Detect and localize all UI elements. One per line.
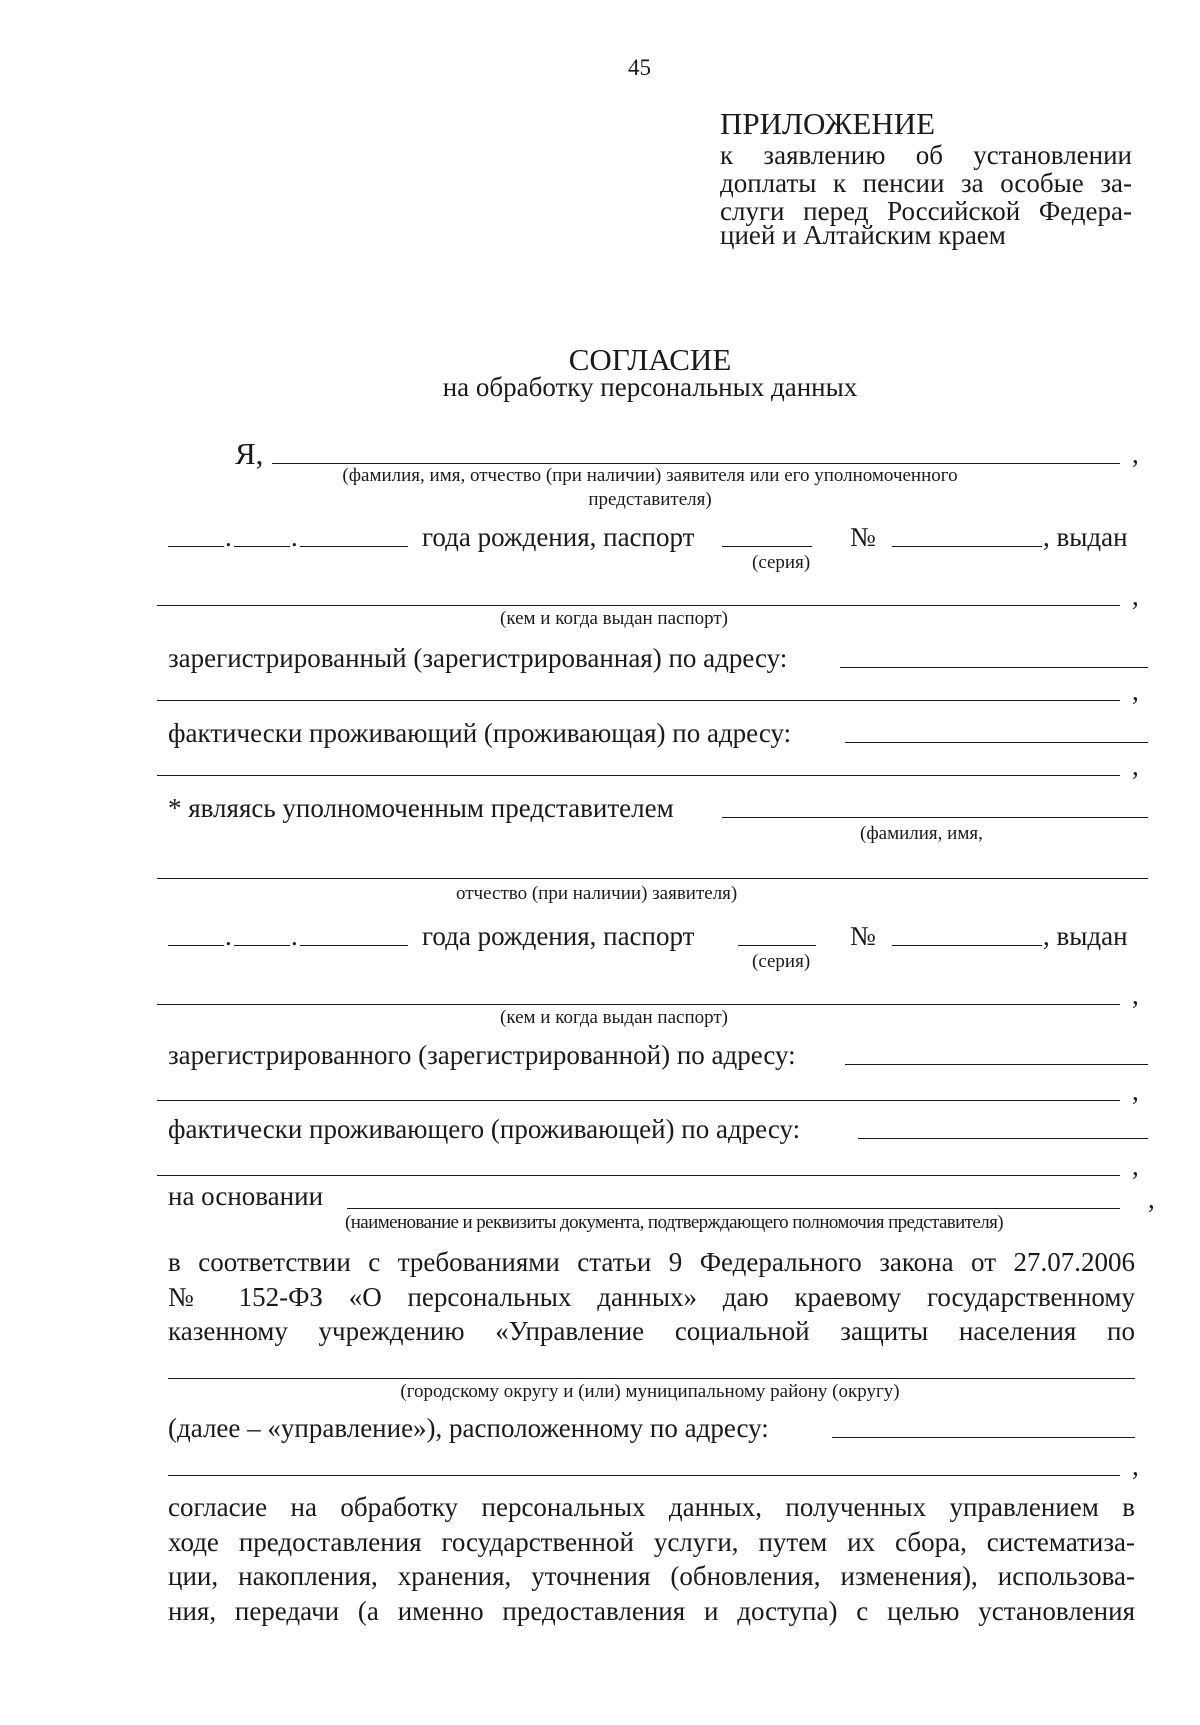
number-sign: № [850, 921, 876, 951]
registered-rep-line[interactable] [845, 1064, 1148, 1065]
registered-rep-label: зарегистрированного (зарегистрированной) по адресу: [168, 1040, 796, 1070]
dot: . [225, 921, 232, 951]
registered-rep-line-2[interactable] [157, 1100, 1120, 1101]
living-line-2[interactable] [157, 775, 1120, 776]
birth-day-line[interactable] [168, 546, 224, 547]
comma: , [1132, 1451, 1139, 1481]
caption-series: (серия) [752, 951, 811, 972]
comma: , [1132, 676, 1139, 706]
rep-series-line[interactable] [738, 945, 816, 946]
series-line[interactable] [722, 546, 812, 547]
law-line: № 152-ФЗ «О персональных данных» даю краевому государственному [168, 1282, 1135, 1312]
rep-issuer-line[interactable] [157, 1004, 1120, 1005]
basis-line[interactable] [347, 1208, 1120, 1209]
representative-label: * являясь уполномоченным представителем [168, 793, 674, 823]
representative-line[interactable] [722, 817, 1148, 818]
caption-series: (серия) [752, 552, 811, 573]
rep-birth-month-line[interactable] [234, 945, 290, 946]
living-rep-label: фактически проживающего (проживающей) по адресу: [168, 1114, 801, 1144]
appendix-line: доплаты к пенсии за особые за- [720, 168, 1132, 198]
comma: , [1132, 439, 1139, 469]
caption-fio-2: представителя) [588, 489, 712, 510]
page-number: 45 [628, 55, 651, 80]
registered-line[interactable] [840, 667, 1148, 668]
birth-label: года рождения, паспорт [422, 921, 695, 951]
caption-basis: (наименование и реквизиты документа, подтверждающего полномочия представителя) [345, 1212, 1004, 1233]
appendix-line: слуги перед Российской Федера- [720, 196, 1132, 226]
living-rep-line[interactable] [858, 1138, 1148, 1139]
district-line[interactable] [168, 1378, 1135, 1379]
registered-line-2[interactable] [157, 700, 1120, 701]
birth-year-line[interactable] [300, 546, 408, 547]
appendix-line: цией и Алтайским краем [720, 220, 1006, 250]
living-line[interactable] [845, 742, 1148, 743]
issuer-line[interactable] [157, 605, 1120, 606]
consent-line: ции, накопления, хранения, уточнения (обновления, изменения), использова- [168, 1561, 1135, 1591]
caption-issuer: (кем и когда выдан паспорт) [500, 608, 729, 629]
comma: , [1132, 751, 1139, 781]
issued-label: , выдан [1043, 921, 1128, 951]
birth-label: года рождения, паспорт [422, 522, 695, 552]
caption-rep-1: (фамилия, имя, [860, 823, 983, 844]
dot: . [225, 522, 232, 552]
law-line: в соответствии с требованиями статьи 9 Федерального закона от 27.07.2006 [168, 1247, 1135, 1277]
rep-passport-number-line[interactable] [892, 945, 1042, 946]
consent-subtitle: на обработку персональных данных [442, 372, 858, 402]
number-sign: № [850, 522, 876, 552]
rep-birth-year-line[interactable] [300, 945, 408, 946]
comma: , [1132, 581, 1139, 611]
fio-line[interactable] [272, 463, 1120, 464]
passport-number-line[interactable] [892, 546, 1042, 547]
comma: , [1132, 980, 1139, 1010]
representative-line-2[interactable] [157, 878, 1148, 879]
dot: . [291, 522, 298, 552]
dot: . [291, 921, 298, 951]
management-address-line-2[interactable] [168, 1475, 1120, 1476]
rep-birth-day-line[interactable] [168, 945, 224, 946]
comma: , [1132, 1151, 1139, 1181]
consent-title: СОГЛАСИЕ [568, 342, 732, 377]
comma: , [1132, 1076, 1139, 1106]
living-rep-line-2[interactable] [157, 1175, 1120, 1176]
consent-line: ния, передачи (а именно предоставления и доступа) с целью установления [168, 1596, 1135, 1626]
registered-label: зарегистрированный (зарегистрированная) по адресу: [168, 643, 788, 673]
birth-month-line[interactable] [234, 546, 290, 547]
appendix-line: к заявлению об установлении [720, 140, 1132, 170]
ya-label: Я, [235, 436, 264, 471]
caption-issuer: (кем и когда выдан паспорт) [500, 1007, 729, 1028]
comma: , [1148, 1184, 1155, 1214]
law-line: казенному учреждению «Управление социальной защиты населения по [168, 1316, 1135, 1346]
consent-line: согласие на обработку персональных данных, полученных управлением в [168, 1492, 1135, 1522]
consent-line: ходе предоставления государственной услуги, путем их сбора, систематиза- [168, 1527, 1135, 1557]
issued-label: , выдан [1043, 522, 1128, 552]
living-label: фактически проживающий (проживающая) по адресу: [168, 718, 792, 748]
further-label: (далее – «управление»), расположенному по адресу: [168, 1413, 769, 1443]
caption-district: (городскому округу и (или) муниципальному району (округу) [400, 1381, 900, 1402]
caption-rep-2: отчество (при наличии) заявителя) [456, 883, 738, 904]
caption-fio: (фамилия, имя, отчество (при наличии) заявителя или его уполномоченного [342, 465, 958, 486]
management-address-line[interactable] [832, 1437, 1135, 1438]
basis-label: на основании [168, 1181, 324, 1211]
appendix-title: ПРИЛОЖЕНИЕ [720, 106, 936, 141]
